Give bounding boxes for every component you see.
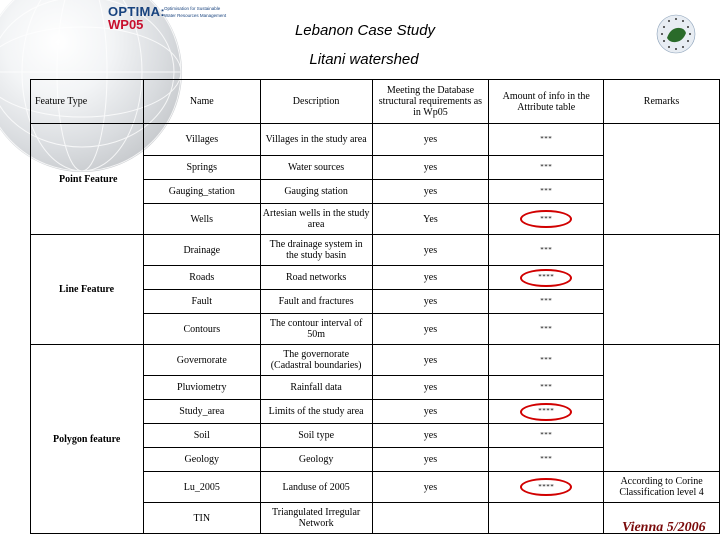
- cell-meets: yes: [372, 345, 489, 376]
- cell-amount: ***: [489, 424, 604, 448]
- cell-name: Governorate: [143, 345, 260, 376]
- cell-amount: [489, 503, 604, 534]
- cell-amount: ***: [489, 345, 604, 376]
- cell-description: Villages in the study area: [260, 124, 372, 156]
- table-row: [31, 235, 720, 266]
- footer-place-date: Vienna 5/2006: [622, 520, 706, 535]
- group-line-feature: Line Feature: [31, 235, 144, 345]
- header-name: Name: [143, 80, 260, 124]
- cell-name: TIN: [143, 503, 260, 534]
- cell-remarks-empty: [604, 124, 720, 235]
- cell-description: Water sources: [260, 156, 372, 180]
- cell-description: Artesian wells in the study area: [260, 204, 372, 235]
- cell-amount-highlighted: [489, 472, 604, 503]
- cell-amount-highlighted: [489, 204, 604, 235]
- page-subtitle: Litani watershed: [309, 51, 419, 68]
- cell-name: Springs: [143, 156, 260, 180]
- highlight-ring: [520, 210, 572, 228]
- cell-meets: yes: [372, 124, 489, 156]
- cell-name: Lu_2005: [143, 472, 260, 503]
- cell-meets: yes: [372, 180, 489, 204]
- cell-meets: yes: [372, 400, 489, 424]
- eu-flag-logo-icon: [655, 13, 697, 55]
- cell-amount: ***: [489, 235, 604, 266]
- table-row: [31, 124, 720, 156]
- cell-remarks-empty: [604, 235, 720, 345]
- cell-description: Limits of the study area: [260, 400, 372, 424]
- cell-name: Roads: [143, 266, 260, 290]
- cell-amount-highlighted: [489, 266, 604, 290]
- header-description: Description: [260, 80, 372, 124]
- cell-description: Fault and fractures: [260, 290, 372, 314]
- highlight-ring: [520, 269, 572, 287]
- cell-description: The governorate (Cadastral boundaries): [260, 345, 372, 376]
- cell-amount: ***: [489, 180, 604, 204]
- cell-remarks-empty: [604, 345, 720, 472]
- cell-name: Pluviometry: [143, 376, 260, 400]
- cell-remarks: According to Corine Classification level 4: [604, 472, 720, 503]
- cell-meets: yes: [372, 314, 489, 345]
- cell-meets: yes: [372, 472, 489, 503]
- cell-description: Soil type: [260, 424, 372, 448]
- amount-text: ****: [538, 407, 555, 415]
- cell-description: Rainfall data: [260, 376, 372, 400]
- cell-description: The contour interval of 50m: [260, 314, 372, 345]
- amount-text: ****: [538, 273, 555, 281]
- cell-meets: yes: [372, 424, 489, 448]
- cell-meets: yes: [372, 448, 489, 472]
- cell-description: The drainage system in the study basin: [260, 235, 372, 266]
- cell-amount: ***: [489, 124, 604, 156]
- wp05-logo-text: WP05: [108, 17, 144, 32]
- cell-name: Fault: [143, 290, 260, 314]
- cell-name: Gauging_station: [143, 180, 260, 204]
- cell-meets: yes: [372, 376, 489, 400]
- cell-name: Wells: [143, 204, 260, 235]
- cell-meets: yes: [372, 156, 489, 180]
- feature-table: [30, 79, 720, 534]
- cell-amount: ***: [489, 314, 604, 345]
- amount-text: ****: [538, 482, 555, 491]
- cell-amount: ***: [489, 290, 604, 314]
- header-feature-type: Feature Type: [31, 80, 144, 124]
- cell-meets: [372, 503, 489, 534]
- cell-name: Drainage: [143, 235, 260, 266]
- cell-description: Gauging station: [260, 180, 372, 204]
- cell-amount: ***: [489, 448, 604, 472]
- cell-description: Geology: [260, 448, 372, 472]
- table-header-row: [31, 80, 720, 124]
- cell-meets: yes: [372, 290, 489, 314]
- cell-name: Study_area: [143, 400, 260, 424]
- cell-description: Triangulated Irregular Network: [260, 503, 372, 534]
- page-title: Lebanon Case Study: [294, 22, 436, 39]
- cell-name: Villages: [143, 124, 260, 156]
- optima-logo-text: OPTIMA:: [108, 4, 165, 19]
- cell-meets: yes: [372, 235, 489, 266]
- tagline-line-2: Water Resources Management: [164, 13, 227, 18]
- cell-meets: Yes: [372, 204, 489, 235]
- cell-description: Landuse of 2005: [260, 472, 372, 503]
- highlight-ring: [520, 478, 572, 496]
- cell-name: Geology: [143, 448, 260, 472]
- tagline-line-1: Optimisation for Sustainable: [164, 6, 221, 11]
- cell-name: Soil: [143, 424, 260, 448]
- group-polygon-feature: Polygon feature: [31, 345, 144, 534]
- header-remarks: Remarks: [604, 80, 720, 124]
- header-amount-info: Amount of info in the Attribute table: [489, 80, 604, 124]
- cell-description: Road networks: [260, 266, 372, 290]
- group-point-feature: Point Feature: [31, 124, 144, 235]
- header-meeting-requirements: Meeting the Database structural requirements as in Wp05: [372, 80, 489, 124]
- cell-meets: yes: [372, 266, 489, 290]
- amount-text: ***: [540, 214, 553, 223]
- cell-amount: ***: [489, 376, 604, 400]
- cell-name: Contours: [143, 314, 260, 345]
- highlight-ring: [520, 403, 572, 421]
- table-row: [31, 345, 720, 376]
- cell-amount: ***: [489, 156, 604, 180]
- cell-amount-highlighted: [489, 400, 604, 424]
